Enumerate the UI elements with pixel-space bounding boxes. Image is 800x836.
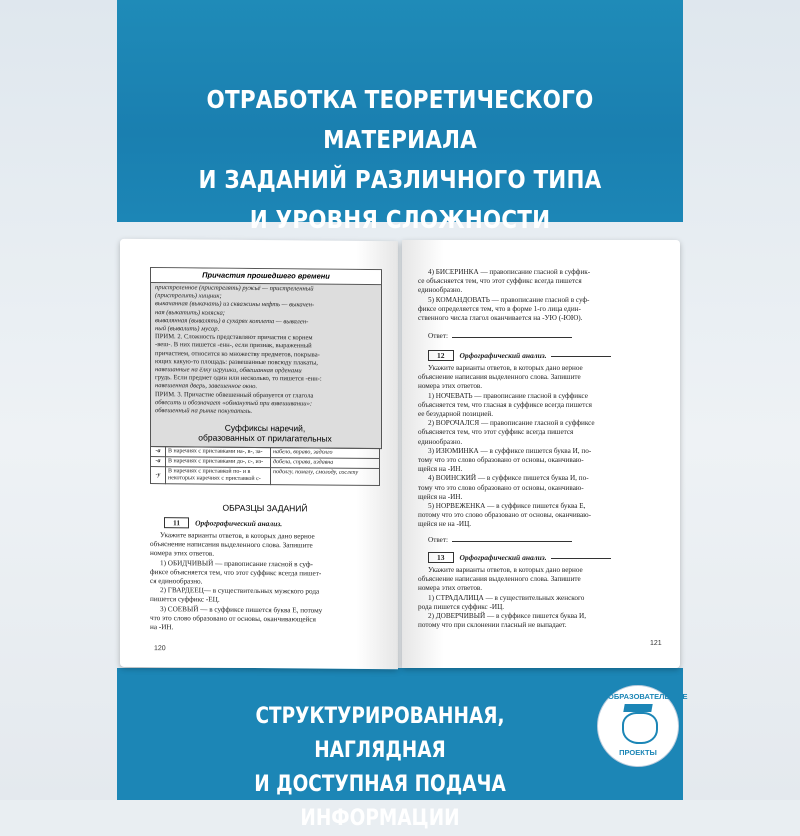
text-line: ся единообразно. (150, 577, 203, 586)
publisher-logo (597, 685, 688, 767)
description-cell: В наречиях с приставками до-, с-, из- (166, 457, 271, 468)
table-row (151, 467, 380, 486)
task-11-text (150, 531, 382, 634)
suffix-cell: -у (151, 467, 166, 484)
left-page (120, 239, 398, 669)
task-title: Орфографический анализ. (459, 553, 547, 562)
task-number: 13 (428, 552, 454, 563)
top-banner-title (157, 80, 644, 240)
box-line: навешенная дверь, завешенное окно. (155, 382, 258, 391)
task-13-text (418, 566, 658, 630)
suffix-cell: -а (151, 457, 166, 467)
logo-bottom-text: ПРОЕКТЫ (619, 748, 657, 757)
text-line: Укажите варианты ответов, в которых дано верное (428, 566, 583, 574)
text-line: потому что при склонении гласный не выпадает. (418, 621, 567, 630)
text-line: щейся не на -ИЦ. (418, 520, 472, 529)
box-line: ПРИМ. 2. Сложность представляют причастия с корнем (155, 333, 313, 342)
task-12-text (418, 364, 658, 530)
task-title: Орфографический анализ. (459, 351, 547, 360)
task-number: 11 (164, 517, 189, 528)
answer-field[interactable] (452, 337, 572, 338)
text-line: щейся на -ИН. (418, 492, 463, 501)
text-line: 4) ВОИНСКИЙ — в суффиксе пишется буква И, по- (428, 474, 589, 483)
text-line: фиксе объясняется тем, что этот суффикс всегда пишет- (150, 567, 322, 578)
box-line: обвесить и обозначает «обманутый при взвешивании»: (155, 398, 313, 408)
task-12-header (428, 350, 611, 361)
text-line: на -ИН. (150, 623, 174, 632)
text-line: объясняется тем, что этот суффикс всегда пишется (418, 428, 574, 437)
suffix-table (150, 446, 380, 486)
text-line: щейся на -ИН. (418, 465, 463, 474)
answer-label: Ответ: (428, 536, 449, 544)
text-line: тому что это слово образовано от основы, оканчиваю- (418, 483, 584, 492)
open-book (120, 240, 680, 670)
text-line: 1) ОБИДЧИВЫЙ — правописание гласной в суф- (160, 558, 313, 569)
bottom-banner-title (187, 700, 573, 836)
owl-icon (622, 712, 658, 744)
text-line: рода пишется суффикс -ИЦ. (418, 602, 505, 611)
text-line: 1) СТРАДАЛИЦА — в существительных женского (428, 593, 585, 602)
task-number: 12 (428, 350, 454, 361)
text-line: пишется суффикс -ЕЦ. (150, 595, 220, 605)
suffix-title-line: Суффиксы наречий, (224, 422, 306, 434)
text-line: Укажите варианты ответов, в которых дано верное (160, 531, 315, 541)
examples-cell: набело, вправо, задолго (271, 448, 380, 459)
text-line: 2) ВОРОЧАЛСЯ — правописание гласной в суффиксе (428, 419, 595, 428)
box-line: навешанные на ёлку игрушки, обвешанная орденами (155, 366, 302, 375)
box-line: пристреленное (пристрелять) ружьё — пристреленный (155, 284, 314, 293)
text-line: 1) НОЧЕВАТЬ — правописание гласной в суффиксе (428, 391, 588, 400)
text-line: Укажите варианты ответов, в которых дано верное (428, 364, 583, 372)
task-13-header (428, 552, 611, 563)
right-page (402, 240, 680, 668)
text-line: объясняется тем, что гласная в суффиксе всегда пишется (418, 400, 592, 409)
text-line: 2) ДОВЕРЧИВЫЙ — в суффиксе пишется буква И, (428, 612, 587, 621)
answer-field[interactable] (452, 541, 572, 542)
title-underline (551, 558, 611, 559)
task-11-header (164, 517, 282, 529)
task-title: Орфографический анализ. (195, 518, 283, 529)
description-cell: В наречиях с приставками на-, в-, за- (166, 447, 271, 458)
box-line: ющих какую-то площадь: развешанные повсюду плакаты, (155, 357, 318, 367)
text-line: 3) ИЗЮМИНКА — в суффиксе пишется буква И, по- (428, 446, 592, 455)
graduation-cap-icon (623, 704, 652, 712)
box-line: ный (вывалить) мусор. (155, 325, 220, 333)
text-line: ственного числа глагол оканчивается на -УЮ (-ЮЮ). (418, 314, 583, 323)
text-line: объяснение написания выделенного слова. Запишите (418, 373, 581, 382)
answer-label: Ответ: (428, 332, 449, 340)
suffix-cell: -а (151, 447, 166, 457)
text-line: номера этих ответов. (418, 382, 483, 391)
text-line: 5) КОМАНДОВАТЬ — правописание гласной в суф- (428, 295, 590, 304)
top-title-line: ОТРАБОТКА ТЕОРЕТИЧЕСКОГО МАТЕРИАЛА (206, 85, 594, 154)
box-line: ПРИМ. 3. Причастие обвешенный образуется от глагола (155, 390, 314, 400)
page-number: 120 (154, 645, 166, 653)
box-line: -веш-. В них пишется -енн-, если признак, выраженный (155, 341, 312, 350)
box-title: Причастия прошедшего времени (151, 268, 381, 285)
text-line: 2) ГВАРДЕЕЦ— в существительных мужского рода (160, 586, 320, 596)
text-line: единообразно. (418, 437, 463, 446)
text-line: 4) БИСЕРИНКА — правописание гласной в суффик- (428, 268, 591, 276)
answer-line-12 (428, 536, 572, 544)
box-text (155, 284, 379, 417)
page-number: 121 (650, 640, 662, 647)
text-line: потому что это слово образовано от основы, оканчиваю- (418, 511, 592, 520)
description-cell: В наречиях с приставкой по- и в некоторых наречиях с приставкой с- (166, 467, 271, 485)
logo-top-text: ОБРАЗОВАТЕЛЬНЫЕ (608, 692, 688, 701)
text-line: се объясняется тем, что этот суффикс всегда пишется (418, 277, 582, 286)
box-line: обвешенный на рынке покупатель. (155, 407, 253, 415)
box-line: выкачанная (выкачать) из скважины нефть — выкачен- (155, 300, 315, 309)
bottom-title-line: И ДОСТУПНАЯ ПОДАЧА ИНФОРМАЦИИ (254, 772, 506, 831)
box-line: причастием, относится ко множеству предметов, покрыва- (155, 349, 320, 359)
text-line: 5) НОРВЕЖЕНКА — в суффиксе пишется буква Е, (428, 502, 586, 511)
box-line: вывалянная (вывалять) в сухарях котлета — вывален- (155, 316, 309, 326)
text-line: объяснение написания выделенного слова. Запишите (418, 575, 581, 584)
box-line: грудь. Если предмет один или несколько, то пишется -енн-: (155, 374, 322, 383)
text-line: фиксе определяется тем, что в форме 1-го лица един- (418, 304, 581, 313)
examples-cell: добела, справа, издавна (271, 458, 380, 469)
text-line: номера этих ответов. (150, 549, 215, 559)
task-11-continuation (418, 268, 658, 323)
text-line: единообразно. (418, 286, 463, 295)
bottom-title-line: СТРУКТУРИРОВАННАЯ, НАГЛЯДНАЯ (255, 704, 505, 763)
box-line: ная (выкатить) коляска; (155, 308, 225, 317)
text-line: объяснение написания выделенного слова. Запишите (150, 540, 313, 550)
text-line: 3) СОЕВЫЙ — в суффиксе пишется буква Е, потому (160, 604, 323, 615)
samples-heading: ОБРАЗЦЫ ЗАДАНИЙ (222, 502, 308, 514)
examples-cell: подолгу, помалу, смолоду, сослепу (271, 468, 380, 486)
top-title-line: И УРОВНЯ СЛОЖНОСТИ (249, 205, 551, 234)
text-line: тому что это слово образовано от основы, оканчиваю- (418, 456, 584, 465)
text-line: ее безударной позицией. (418, 410, 494, 419)
text-line: что это слово образовано от основы, оканчивающейся (150, 613, 316, 624)
top-title-line: И ЗАДАНИЙ РАЗЛИЧНОГО ТИПА (198, 165, 602, 194)
suffix-table-title (150, 422, 380, 444)
suffix-title-line: образованных от прилагательных (198, 432, 332, 444)
title-underline (551, 356, 611, 357)
text-line: номера этих ответов. (418, 584, 483, 593)
answer-line-11 (428, 332, 572, 340)
box-line: (пристрелить) хищник; (155, 292, 222, 300)
